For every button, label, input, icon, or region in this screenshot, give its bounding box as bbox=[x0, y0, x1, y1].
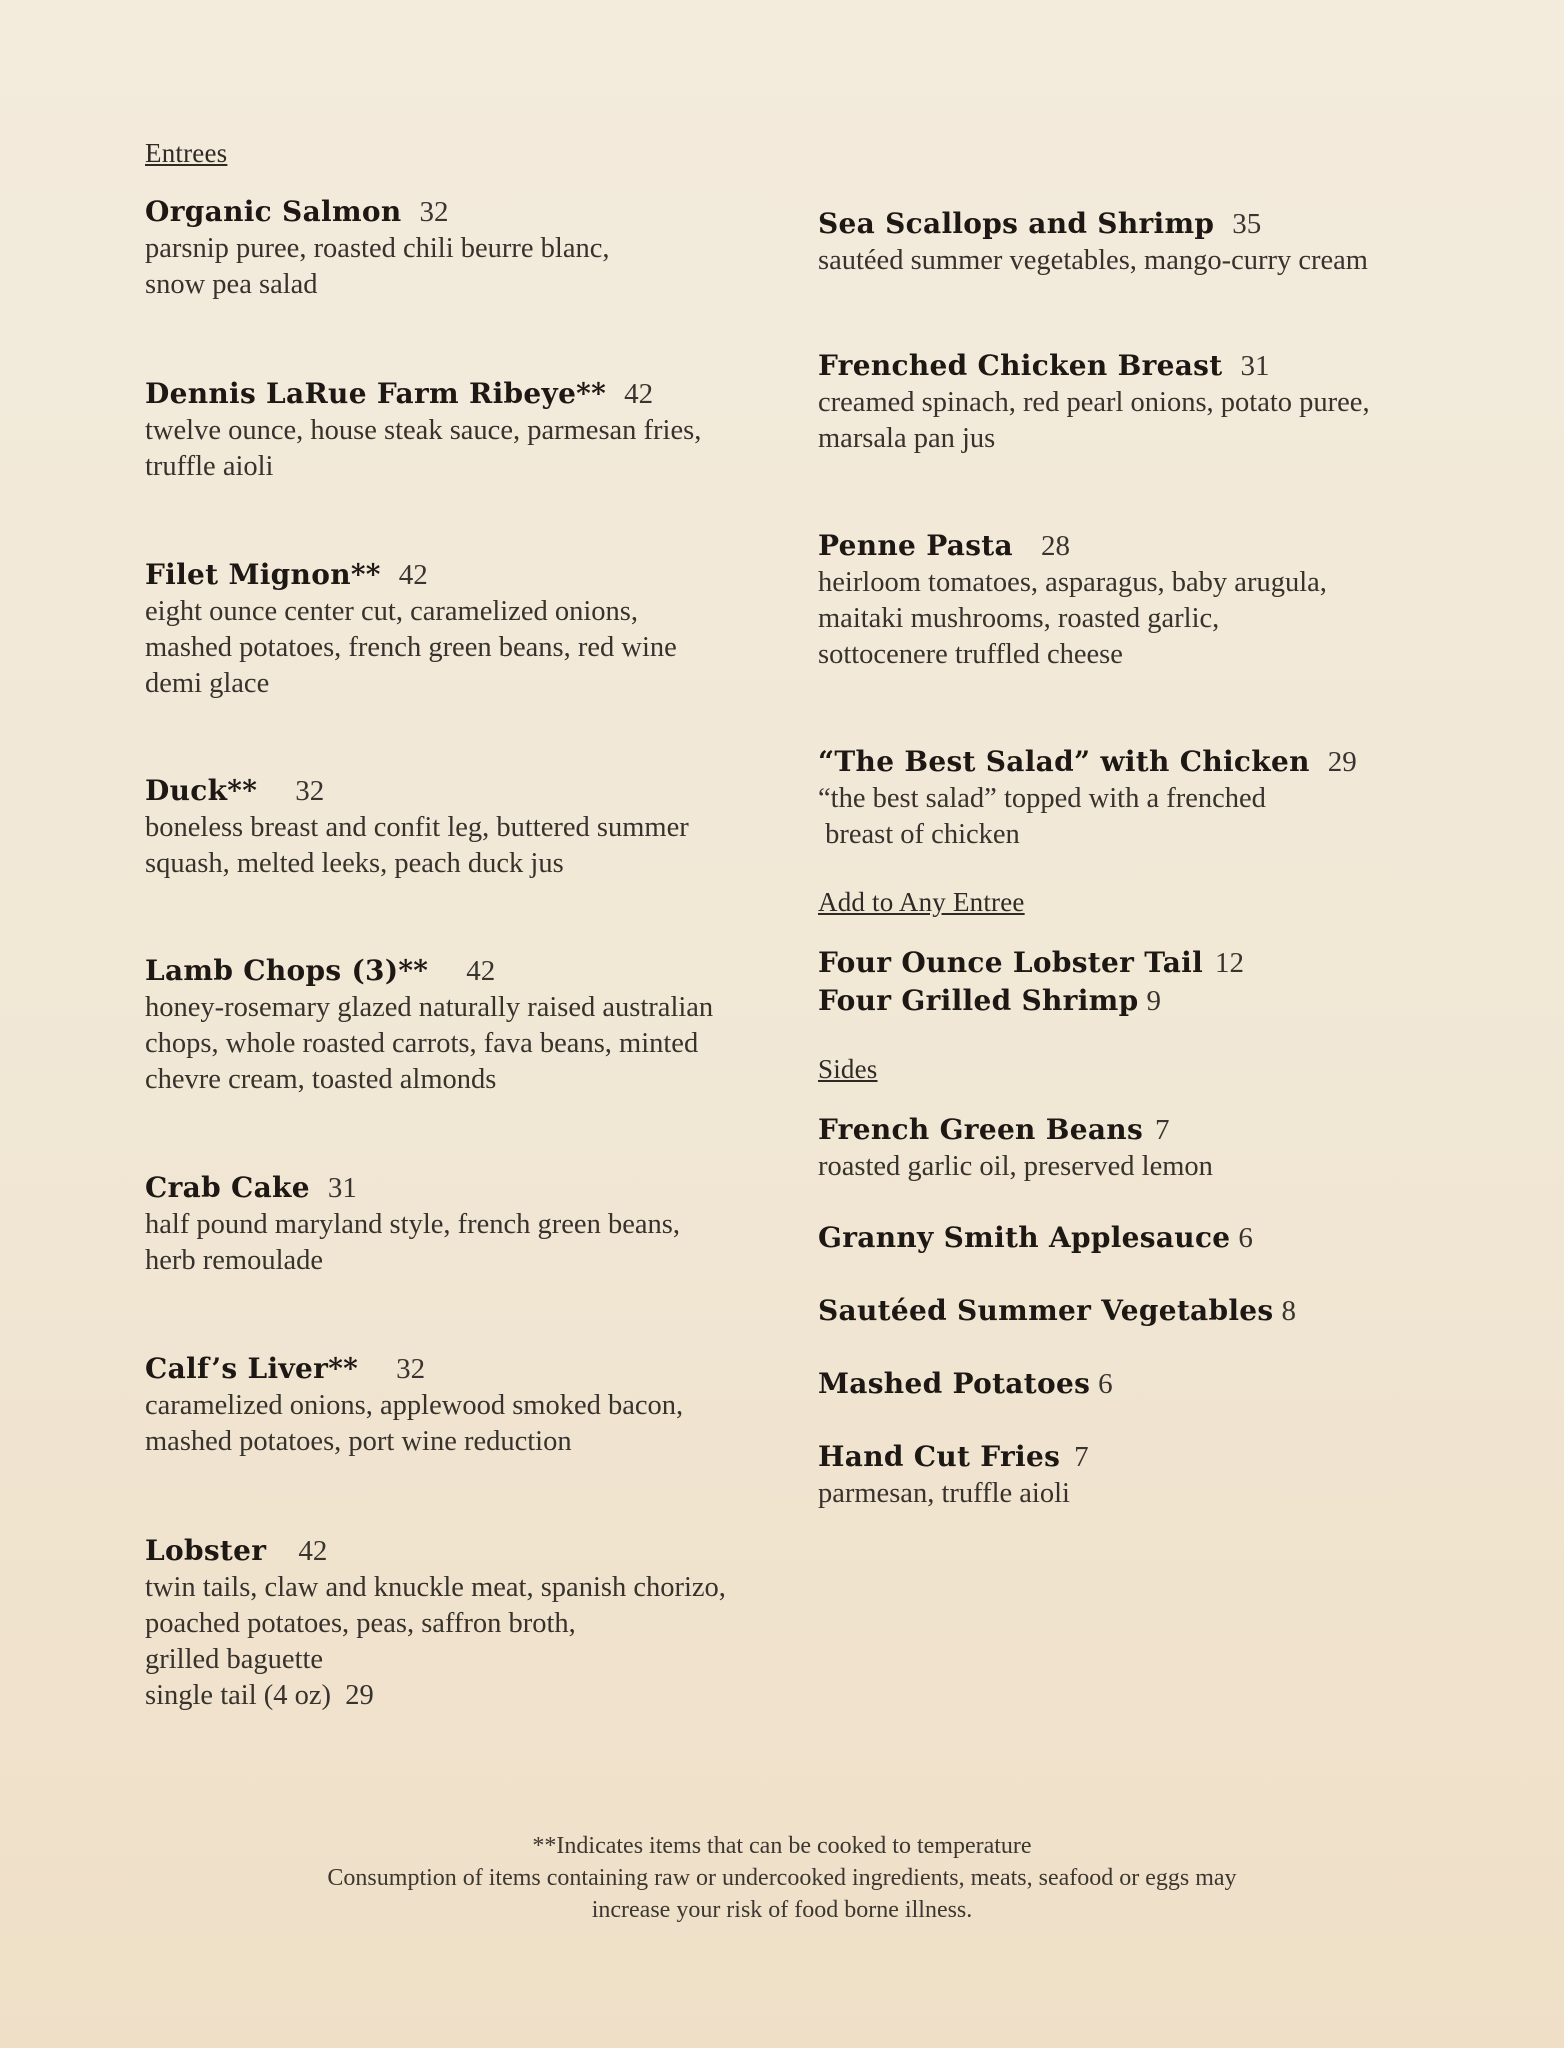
item-price: 31 bbox=[1240, 350, 1270, 382]
item-name: Lobster bbox=[145, 1534, 267, 1567]
menu-item bbox=[145, 1532, 785, 1714]
item-name: Lamb Chops (3)** bbox=[145, 954, 429, 987]
temperature-note: **Indicates items that can be cooked to temperature bbox=[532, 1833, 1032, 1859]
side-item bbox=[818, 1111, 1458, 1185]
item-name: Organic Salmon bbox=[145, 195, 402, 228]
side-item bbox=[818, 1438, 1458, 1512]
item-description: “the best salad” topped with a frenched breast of chicken bbox=[818, 783, 1266, 850]
item-description: eight ounce center cut, caramelized onions, mashed potatoes, french green beans, red wine demi glace bbox=[145, 596, 677, 699]
menu-item bbox=[145, 556, 785, 702]
entrees-heading: Entrees bbox=[145, 138, 228, 168]
item-price: 32 bbox=[396, 1353, 426, 1385]
item-price: 7 bbox=[1155, 1114, 1170, 1146]
menu-footer bbox=[0, 1830, 1564, 1926]
item-description: parsnip puree, roasted chili beurre blanc, snow pea salad bbox=[145, 233, 610, 300]
item-name: Granny Smith Applesauce bbox=[818, 1221, 1231, 1254]
item-name: Mashed Potatoes bbox=[818, 1367, 1091, 1400]
side-item bbox=[818, 1292, 1458, 1330]
item-price: 32 bbox=[295, 775, 325, 807]
consumption-warning-line-1: Consumption of items containing raw or undercooked ingredients, meats, seafood or eggs may bbox=[327, 1865, 1237, 1891]
item-price: 7 bbox=[1074, 1441, 1089, 1473]
item-price: 32 bbox=[419, 196, 449, 228]
item-name: Sea Scallops and Shrimp bbox=[818, 207, 1215, 240]
menu-item bbox=[818, 743, 1458, 853]
side-item bbox=[818, 1219, 1458, 1257]
item-description: honey-rosemary glazed naturally raised australian chops, whole roasted carrots, fava beans, minted chevre cream, toasted almonds bbox=[145, 992, 714, 1095]
item-description: twelve ounce, house steak sauce, parmesan fries, truffle aioli bbox=[145, 415, 702, 482]
item-description: heirloom tomatoes, asparagus, baby arugula, maitaki mushrooms, roasted garlic, sottocenere truffled cheese bbox=[818, 567, 1327, 670]
item-name: Four Ounce Lobster Tail bbox=[818, 946, 1204, 979]
menu-item bbox=[145, 1350, 785, 1460]
item-description: half pound maryland style, french green beans, herb remoulade bbox=[145, 1209, 680, 1276]
item-price: 42 bbox=[624, 378, 654, 410]
item-description: twin tails, claw and knuckle meat, spanish chorizo, poached potatoes, peas, saffron broth, grilled baguette bbox=[145, 1572, 726, 1675]
item-price: 29 bbox=[1327, 746, 1357, 778]
item-name: Duck** bbox=[145, 774, 258, 807]
item-price: 9 bbox=[1146, 985, 1161, 1017]
add-on-item bbox=[818, 944, 1458, 982]
item-name: Dennis LaRue Farm Ribeye** bbox=[145, 377, 607, 410]
item-price: 35 bbox=[1232, 208, 1262, 240]
menu-item bbox=[145, 772, 785, 882]
item-name: Filet Mignon** bbox=[145, 558, 381, 591]
menu-item bbox=[818, 205, 1458, 279]
item-name: French Green Beans bbox=[818, 1113, 1144, 1146]
item-name: Sautéed Summer Vegetables bbox=[818, 1294, 1274, 1327]
item-description: parmesan, truffle aioli bbox=[818, 1478, 1070, 1509]
item-description: caramelized onions, applewood smoked bacon, mashed potatoes, port wine reduction bbox=[145, 1390, 684, 1457]
menu-item bbox=[818, 347, 1458, 457]
item-name: “The Best Salad” with Chicken bbox=[818, 745, 1310, 778]
menu-item bbox=[818, 527, 1458, 673]
item-price: 6 bbox=[1238, 1222, 1253, 1254]
menu-item bbox=[145, 375, 785, 485]
menu-item bbox=[145, 1169, 785, 1279]
item-description: roasted garlic oil, preserved lemon bbox=[818, 1151, 1213, 1182]
item-price: 8 bbox=[1281, 1295, 1296, 1327]
add-to-entree-heading: Add to Any Entree bbox=[818, 887, 1025, 917]
item-price: 42 bbox=[466, 955, 496, 987]
consumption-warning-line-2: increase your risk of food borne illness. bbox=[591, 1897, 973, 1923]
menu-item bbox=[145, 952, 785, 1098]
item-name: Calf’s Liver** bbox=[145, 1352, 359, 1385]
menu-item bbox=[145, 193, 785, 303]
item-name: Frenched Chicken Breast bbox=[818, 349, 1223, 382]
item-description: sautéed summer vegetables, mango-curry cream bbox=[818, 245, 1368, 276]
entrees-right-column bbox=[818, 205, 1458, 1512]
item-price: 28 bbox=[1040, 530, 1070, 562]
item-price: 12 bbox=[1215, 947, 1245, 979]
item-price: 42 bbox=[398, 559, 428, 591]
item-name: Crab Cake bbox=[145, 1171, 310, 1204]
single-tail-option: single tail (4 oz) 29 bbox=[145, 1680, 374, 1711]
side-item bbox=[818, 1365, 1458, 1403]
item-price: 31 bbox=[327, 1172, 357, 1204]
item-description: creamed spinach, red pearl onions, potato puree, marsala pan jus bbox=[818, 387, 1370, 454]
item-price: 6 bbox=[1098, 1368, 1113, 1400]
entrees-left-column bbox=[145, 138, 785, 1714]
item-price: 42 bbox=[298, 1535, 328, 1567]
add-on-item bbox=[818, 982, 1458, 1020]
item-name: Four Grilled Shrimp bbox=[818, 984, 1139, 1017]
sides-heading: Sides bbox=[818, 1054, 878, 1084]
item-description: boneless breast and confit leg, buttered summer squash, melted leeks, peach duck jus bbox=[145, 812, 689, 879]
item-name: Hand Cut Fries bbox=[818, 1440, 1061, 1473]
item-name: Penne Pasta bbox=[818, 529, 1013, 562]
